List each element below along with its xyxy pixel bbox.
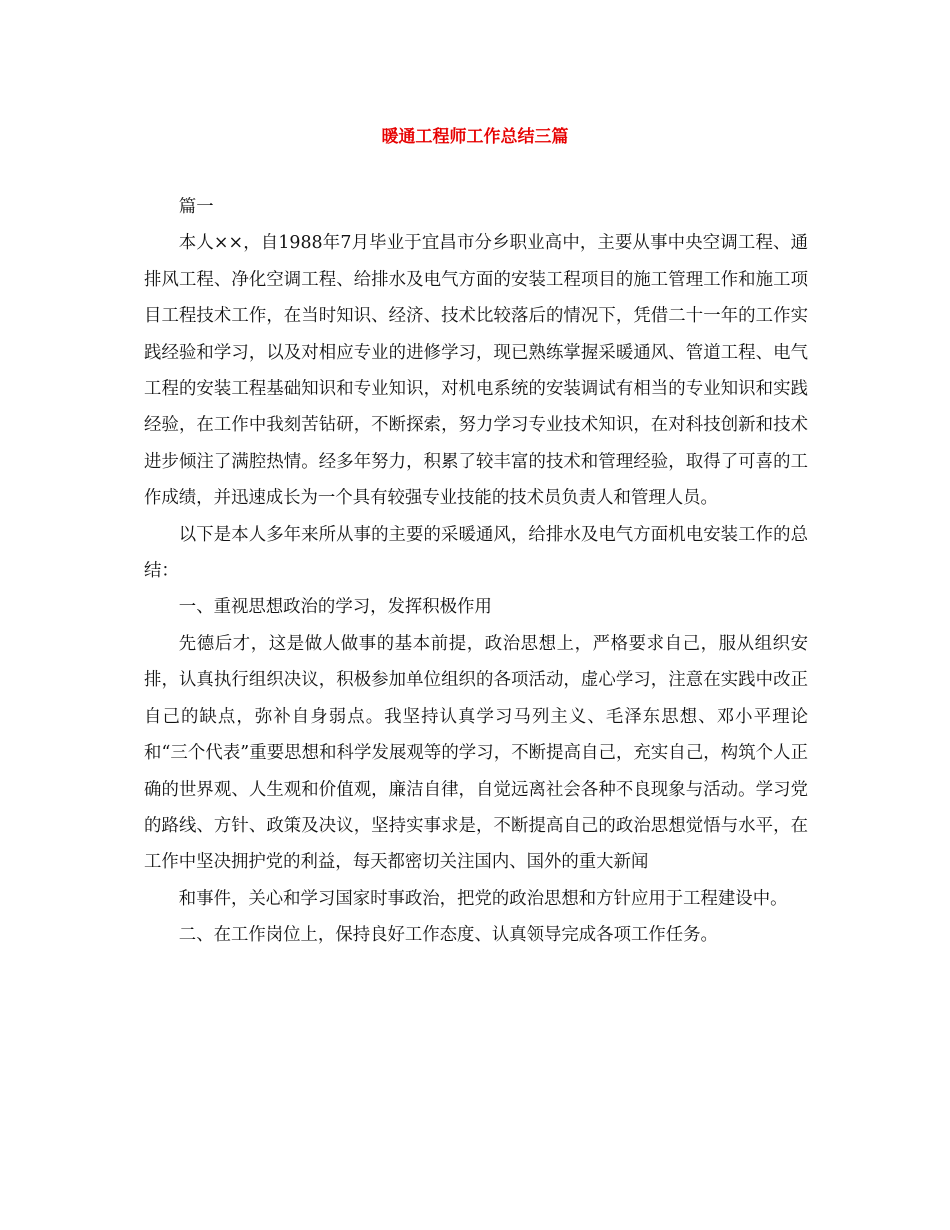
paragraph-politics-cont: 和事件，关心和学习国家时事政治，把党的政治思想和方针应用于工程建设中。 [178, 888, 788, 909]
paragraph-politics: 先德后才，这是做人做事的基本前提，政治思想上，严格要求自己，服从组织安排，认真执行组织决议，积极参加单位组织的各项活动，虚心学习，注意在实践中改正自己的缺点，弥补自身弱点。我坚持认真学习马列主义、毛泽东思想、邓小平理论和“三个代表”重要思想和科学发展观等的学习，不断提高自己，充实自己，构筑个人正确的世界观、人生观和价值观，廉洁自律，自觉远离社会各种不良现象与活动。学习党的路线、方针、政策及决议，坚持实事求是，不断提高自己的政治思想觉悟与水平，在工作中坚决拥护党的利益，每天都密切关注国内、国外的重大新闻 [144, 633, 808, 873]
document-body [144, 189, 808, 954]
subheading-one: 一、重视思想政治的学习，发挥积极作用 [178, 597, 492, 618]
paragraph-intro: 本人××，自1988年7月毕业于宜昌市分乡职业高中，主要从事中央空调工程、通排风工程、净化空调工程、给排水及电气方面的安装工程项目的施工管理工作和施工项目工程技术工作，在当时知识、经济、技术比较落后的情况下，凭借二十一年的工作实践经验和学习，以及对相应专业的进修学习，现已熟练掌握采暖通风、管道工程、电气工程的安装工程基础知识和专业知识，对机电系统的安装调试有相当的专业知识和实践经验，在工作中我刻苦钻研，不断探索，努力学习专业技术知识，在对科技创新和技术进步倾注了满腔热情。经多年努力，积累了较丰富的技术和管理经验，取得了可喜的工作成绩，并迅速成长为一个具有较强专业技能的技术员负责人和管理人员。 [144, 233, 808, 509]
subheading-two: 二、在工作岗位上，保持良好工作态度、认真领导完成各项工作任务。 [178, 925, 718, 946]
paragraph-summary-lead: 以下是本人多年来所从事的主要的采暖通风，给排水及电气方面机电安装工作的总结： [144, 524, 808, 582]
document-title: 暖通工程师工作总结三篇 [381, 127, 569, 147]
section-heading: 篇一 [178, 197, 214, 217]
